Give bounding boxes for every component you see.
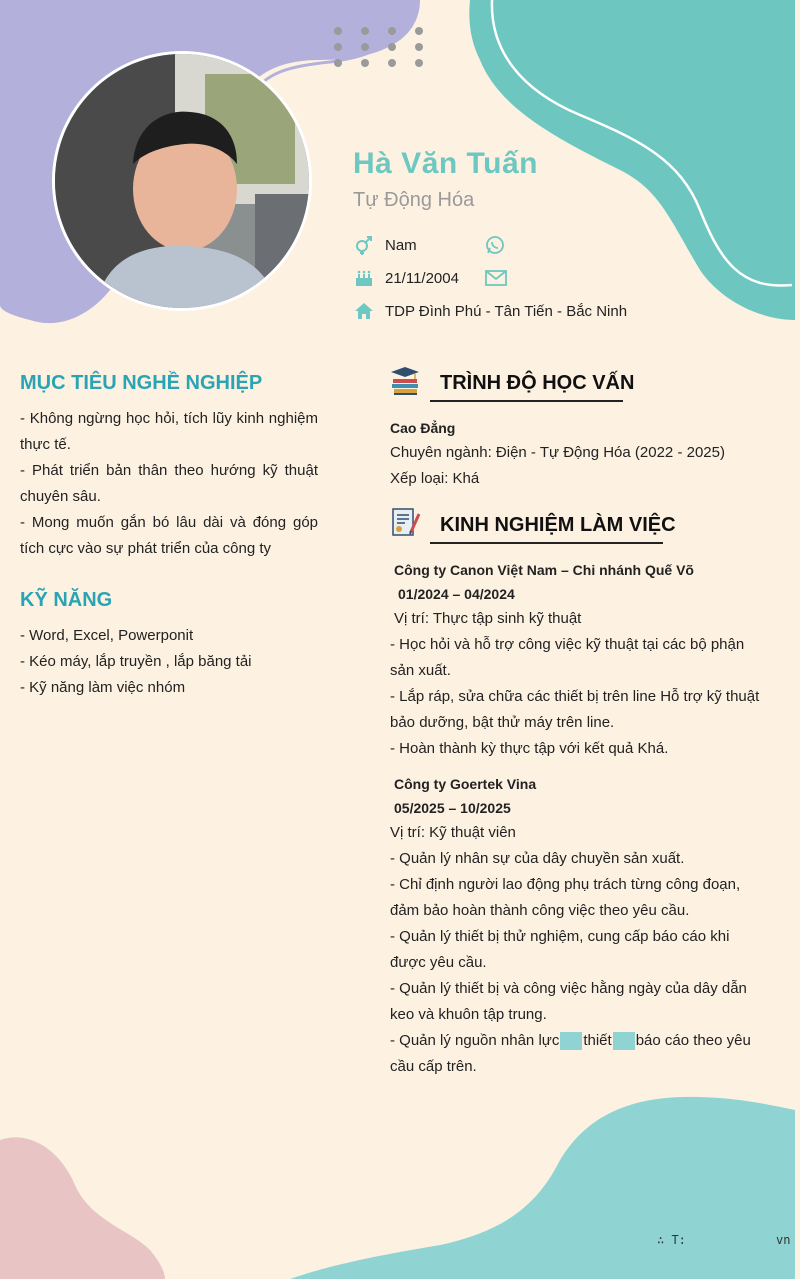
experience-document-icon: [389, 506, 421, 543]
education-major: Chuyên ngành: Điện - Tự Động Hóa (2022 - 2025): [390, 444, 725, 461]
profile-photo: [52, 51, 312, 311]
footer-note-left: ∴ T:: [657, 1233, 686, 1247]
experience-underline: [430, 542, 663, 544]
objective-body: [20, 406, 318, 562]
job-title: Tự Động Hóa: [353, 189, 475, 211]
teal-bottom-blob: [290, 1097, 795, 1279]
job1-period: 01/2024 – 04/2024: [398, 586, 515, 602]
job2-task: - Chỉ định người lao động phụ trách từng công đoạn, đảm bảo hoàn thành công việc theo yêu cầu.: [390, 876, 741, 919]
job2-tasks: [390, 846, 768, 1080]
experience-title: KINH NGHIỆM LÀM VIỆC: [440, 514, 676, 536]
job2-task-last-b: thiết: [583, 1032, 612, 1049]
gender-value: Nam: [385, 236, 417, 254]
full-name: Hà Văn Tuấn: [353, 147, 538, 180]
job2-company: Công ty Goertek Vina: [394, 776, 537, 792]
education-underline: [430, 400, 623, 402]
education-grade: Xếp loại: Khá: [390, 470, 480, 487]
redaction-mark: [560, 1032, 582, 1050]
job1-tasks: [390, 632, 766, 762]
job2-position: Vị trí: Kỹ thuật viên: [390, 824, 516, 841]
job2-task-last-c: báo cáo theo yêu cầu cấp trên.: [390, 1032, 751, 1075]
objective-line: - Không ngừng học hỏi, tích lũy kinh nghiệm thực tế.: [20, 410, 318, 453]
job1-task: - Học hỏi và hỗ trợ công việc kỹ thuật tại các bộ phận sản xuất.: [390, 636, 745, 679]
birthday-row: [353, 268, 459, 288]
job2-task: - Quản lý thiết bị và công việc hằng ngày của dây dẫn keo và khuôn tập trung.: [390, 980, 747, 1023]
objective-line: - Phát triển bản thân theo hướng kỹ thuật chuyên sâu.: [20, 462, 318, 505]
home-icon: [353, 301, 375, 321]
gender-row: [353, 235, 417, 255]
skill-item: - Kỹ năng làm việc nhóm: [20, 679, 186, 696]
job2-task-last-a: - Quản lý nguồn nhân lực: [390, 1032, 560, 1049]
job1-task: - Lắp ráp, sửa chữa các thiết bị trên line Hỗ trợ kỹ thuật bảo dưỡng, bật thử máy trên line.: [390, 688, 760, 731]
job1-task: - Hoàn thành kỳ thực tập với kết quả Khá.: [390, 740, 669, 757]
job2-task: - Quản lý thiết bị thử nghiệm, cung cấp báo cáo khi được yêu cầu.: [390, 928, 730, 971]
skills-list: [20, 623, 320, 701]
email-icon: [485, 269, 507, 292]
job2-task: - Quản lý nhân sự của dây chuyền sản xuất.: [390, 850, 685, 867]
address-row: [353, 301, 627, 321]
footer-note-right: vn: [776, 1233, 791, 1247]
birthday-value: 21/11/2004: [385, 269, 459, 287]
job2-period: 05/2025 – 10/2025: [394, 800, 511, 816]
gender-icon: [353, 235, 375, 255]
skill-item: - Kéo máy, lắp truyền , lắp băng tải: [20, 653, 252, 670]
objective-title: MỤC TIÊU NGHỀ NGHIỆP: [20, 372, 263, 394]
whatsapp-icon: [485, 235, 505, 260]
job2-task-last: [390, 1028, 768, 1080]
job1-position: Vị trí: Thực tập sinh kỹ thuật: [394, 610, 582, 627]
education-books-icon: [389, 364, 421, 401]
birthday-cake-icon: [353, 268, 375, 288]
skills-title: KỸ NĂNG: [20, 589, 113, 611]
skill-item: - Word, Excel, Powerponit: [20, 627, 194, 644]
redaction-mark: [613, 1032, 635, 1050]
objective-line: - Mong muốn gắn bó lâu dài và đóng góp tích cực vào sự phát triển của công ty: [20, 514, 318, 557]
job1-company: Công ty Canon Việt Nam – Chi nhánh Quế Võ: [394, 562, 694, 578]
address-value: TDP Đình Phú - Tân Tiến - Bắc Ninh: [385, 302, 628, 320]
pink-bottom-blob: [0, 1137, 165, 1279]
education-title: TRÌNH ĐỘ HỌC VẤN: [440, 372, 635, 394]
education-school: Cao Đẳng: [390, 420, 456, 436]
